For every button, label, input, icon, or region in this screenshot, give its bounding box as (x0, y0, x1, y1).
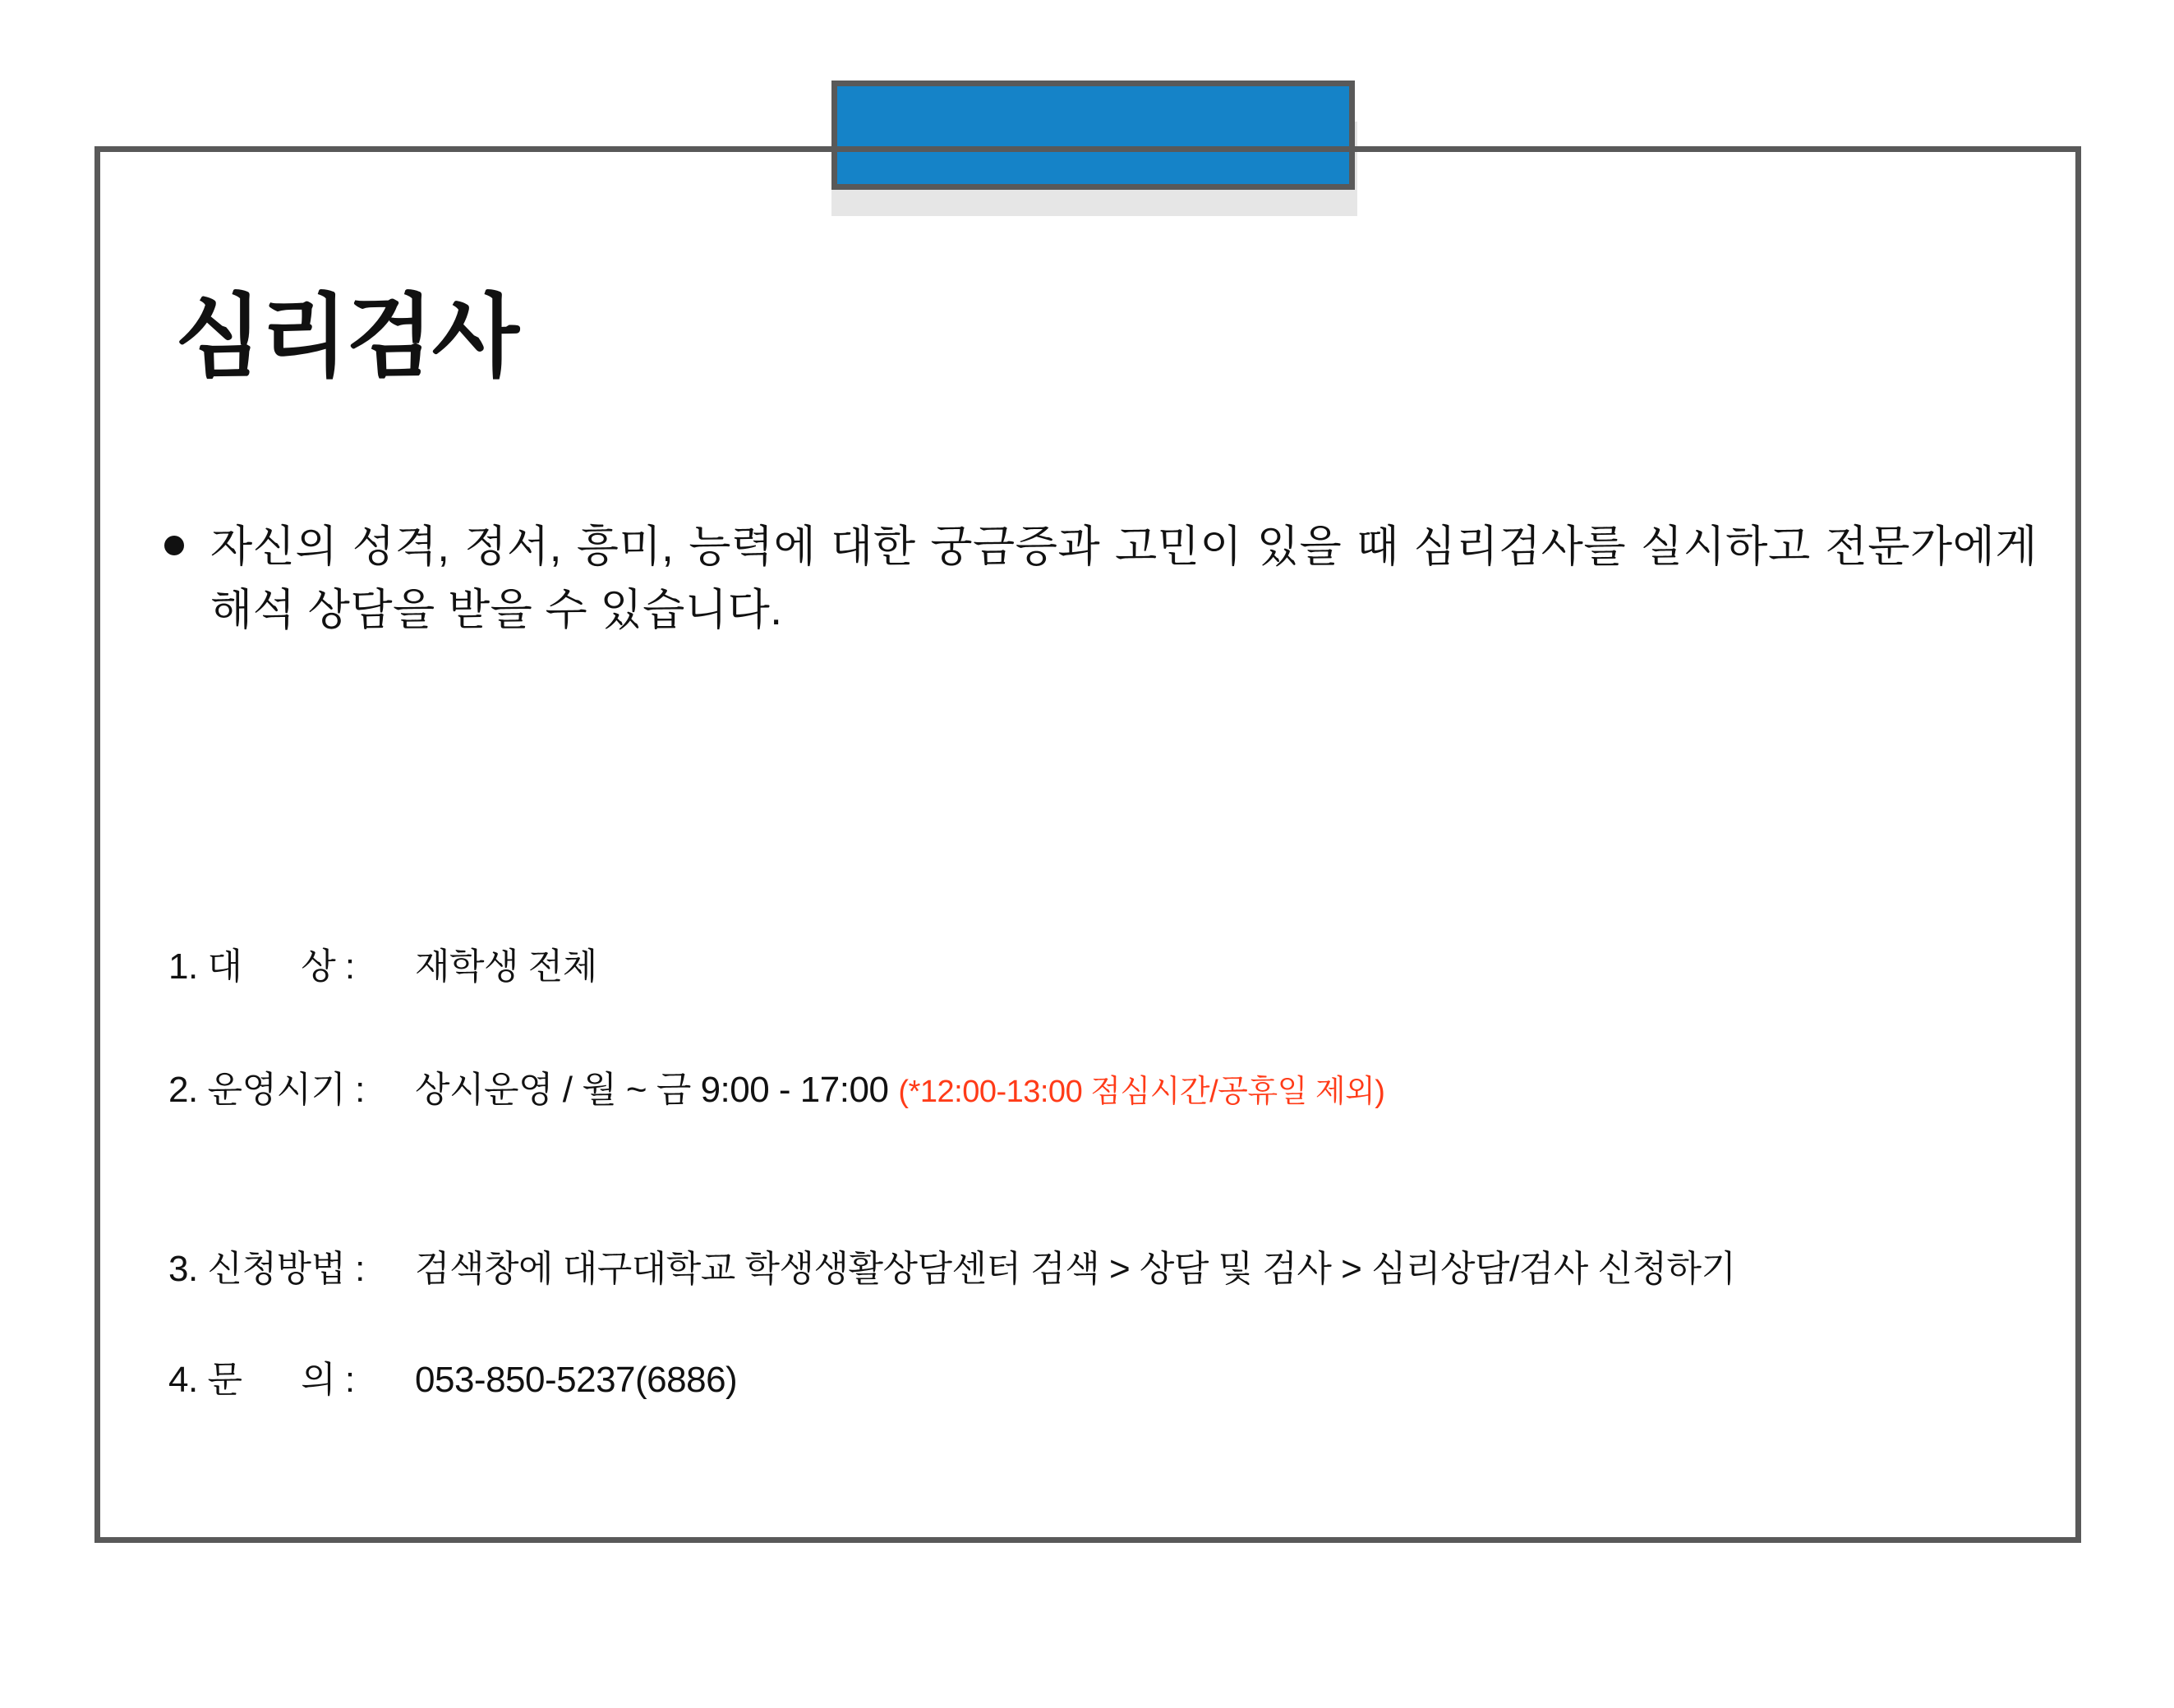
info-row-value: 검색창에 대구대학교 학생생활상담센터 검색 > 상담 및 검사 > 심리상담/검사 신청하기 (415, 1249, 1736, 1289)
info-row-label-left: 문 (207, 1360, 242, 1400)
info-row-number: 3. (168, 1249, 198, 1289)
info-row-label-left: 운영시기 : (207, 1070, 365, 1110)
info-row (168, 1239, 1736, 1291)
info-row-label (168, 1239, 415, 1291)
info-row-note: (*12:00-13:00 점심시간/공휴일 제외) (898, 1075, 1385, 1109)
info-row-label-right: 의 : (301, 1360, 355, 1400)
info-row-number: 2. (168, 1070, 198, 1110)
info-row-label (168, 1060, 415, 1112)
info-row-number: 1. (168, 946, 198, 987)
info-row-label-right: 상 : (301, 946, 355, 987)
info-row-value: 상시운영 / 월 ~ 금 9:00 - 17:00 (415, 1070, 889, 1110)
info-row (168, 937, 597, 989)
info-row (168, 1060, 1384, 1112)
info-row (168, 1350, 737, 1402)
bullet-dot-icon (164, 536, 184, 555)
info-row-value: 053-850-5237(6886) (415, 1360, 738, 1400)
info-row-label (168, 1350, 415, 1402)
info-row-label-left: 대 (207, 946, 242, 987)
bullet-paragraph (164, 516, 2038, 642)
info-row-label-left: 신청방법 : (207, 1249, 365, 1289)
page-title: 심리검사 (175, 287, 518, 388)
info-row-value: 재학생 전체 (415, 946, 597, 987)
info-row-label (168, 937, 415, 989)
bullet-paragraph-text: 자신의 성격, 정서, 흥미, 능력에 대한 궁금증과 고민이 있을 때 심리검사를 실시하고 전문가에게 해석 상담을 받을 수 있습니다. (210, 523, 2038, 634)
info-row-number: 4. (168, 1360, 198, 1400)
